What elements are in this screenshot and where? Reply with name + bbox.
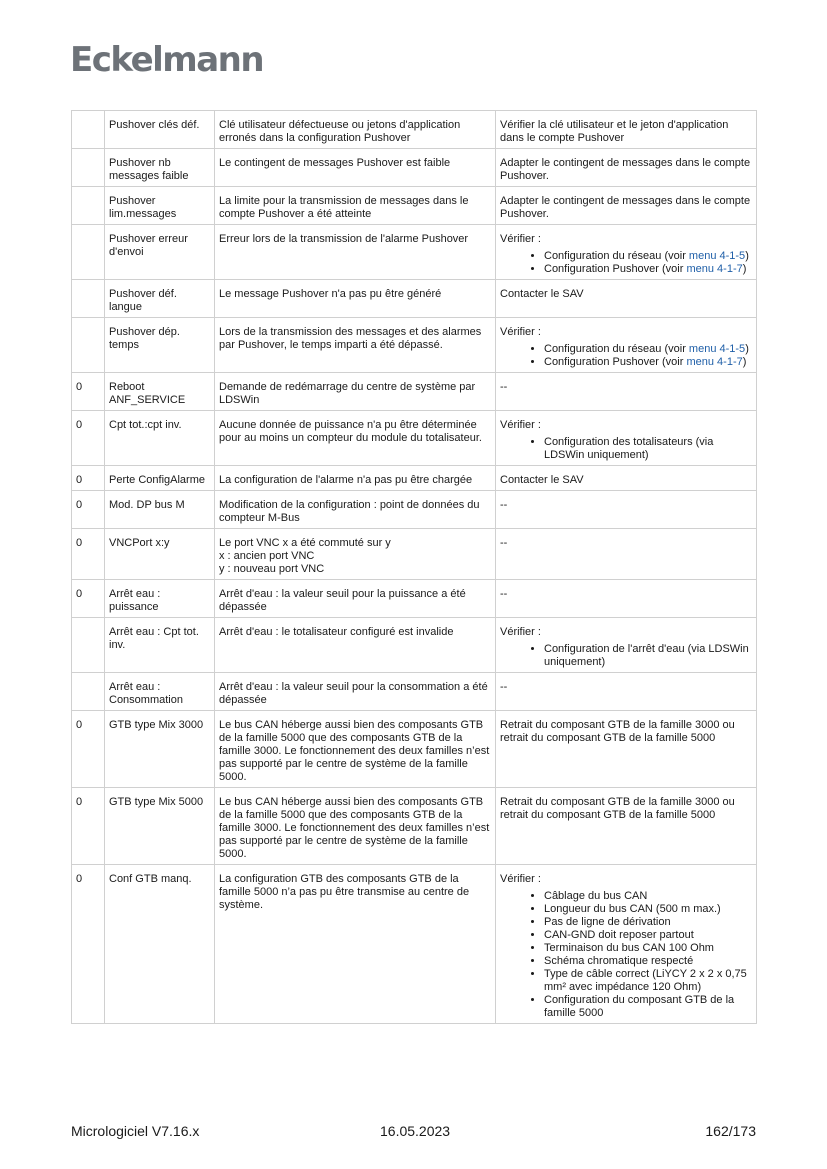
- table-row: [72, 318, 757, 373]
- action-text: --: [500, 499, 508, 511]
- list-item: [544, 356, 752, 369]
- level-cell: [72, 673, 105, 711]
- list-item-text: Pas de ligne de dérivation: [544, 916, 671, 928]
- action-cell: [496, 149, 757, 187]
- level-cell: [72, 225, 105, 280]
- action-cell: [496, 225, 757, 280]
- action-text: Retrait du composant GTB de la famille 3000 ou retrait du composant GTB de la famille 5000: [500, 719, 735, 744]
- action-cell: [496, 411, 757, 466]
- action-cell: [496, 466, 757, 491]
- level-cell: [72, 111, 105, 149]
- menu-link[interactable]: menu 4-1-7: [686, 263, 743, 275]
- list-item-suffix: ): [742, 356, 747, 368]
- action-cell: [496, 580, 757, 618]
- menu-link[interactable]: menu 4-1-5: [688, 250, 746, 262]
- list-item-text: CAN-GND doit reposer partout: [544, 929, 694, 941]
- list-item-suffix: ): [742, 263, 747, 275]
- list-item: [544, 436, 752, 462]
- message-cell: Conf GTB manq.: [105, 865, 215, 1024]
- action-list: [500, 643, 752, 669]
- cause-cell: Le message Pushover n'a pas pu être généré: [215, 280, 496, 318]
- cause-cell: Le bus CAN héberge aussi bien des composants GTB de la famille 5000 que des composants GTB de la famille 3000. Le fonctionnement des deux familles n’est pas supporté par le centre de système de la famille 5000.: [215, 788, 496, 865]
- message-cell: Pushover déf. langue: [105, 280, 215, 318]
- table-row: [72, 580, 757, 618]
- level-cell: [72, 318, 105, 373]
- table-row: [72, 187, 757, 225]
- table-row: [72, 411, 757, 466]
- footer-firmware-version: Micrologiciel V7.16.x: [71, 1123, 200, 1139]
- list-item-text: Longueur du bus CAN (500 m max.): [544, 903, 721, 915]
- list-item: [544, 916, 752, 929]
- action-list: [500, 250, 752, 276]
- action-text: Vérifier :: [500, 419, 541, 431]
- cause-cell: Clé utilisateur défectueuse ou jetons d'application erronés dans la configuration Pushover: [215, 111, 496, 149]
- message-cell: Arrêt eau : puissance: [105, 580, 215, 618]
- action-cell: [496, 673, 757, 711]
- list-item: [544, 343, 752, 356]
- message-cell: Arrêt eau : Consommation: [105, 673, 215, 711]
- table-row: [72, 280, 757, 318]
- list-item-text: Configuration du composant GTB de la famille 5000: [544, 994, 735, 1019]
- cause-cell: La limite pour la transmission de messages dans le compte Pushover a été atteinte: [215, 187, 496, 225]
- level-cell: 0: [72, 865, 105, 1024]
- action-cell: [496, 111, 757, 149]
- action-text: --: [500, 537, 508, 549]
- action-cell: [496, 280, 757, 318]
- list-item: [544, 903, 752, 916]
- list-item-text: Configuration Pushover (voir: [544, 356, 687, 368]
- level-cell: 0: [72, 491, 105, 529]
- table-row: [72, 711, 757, 788]
- action-text: Retrait du composant GTB de la famille 3000 ou retrait du composant GTB de la famille 5000: [500, 796, 735, 821]
- list-item: [544, 890, 752, 903]
- table-row: [72, 225, 757, 280]
- list-item-text: Configuration du réseau (voir: [544, 250, 689, 262]
- message-cell: Mod. DP bus M: [105, 491, 215, 529]
- message-cell: Pushover erreur d'envoi: [105, 225, 215, 280]
- action-text: Vérifier :: [500, 233, 541, 245]
- table-row: [72, 788, 757, 865]
- message-cell: GTB type Mix 3000: [105, 711, 215, 788]
- menu-link[interactable]: menu 4-1-7: [686, 356, 743, 368]
- list-item-suffix: ): [745, 343, 749, 355]
- table-row: [72, 673, 757, 711]
- list-item-text: Type de câble correct (LiYCY 2 x 2 x 0,75 mm² avec impédance 120 Ohm): [544, 968, 747, 993]
- list-item: [544, 643, 752, 669]
- level-cell: [72, 280, 105, 318]
- action-cell: [496, 618, 757, 673]
- list-item: [544, 263, 752, 276]
- action-list: [500, 343, 752, 369]
- level-cell: [72, 618, 105, 673]
- list-item: [544, 942, 752, 955]
- level-cell: [72, 149, 105, 187]
- action-cell: [496, 187, 757, 225]
- table-row: [72, 111, 757, 149]
- cause-cell: Le contingent de messages Pushover est faible: [215, 149, 496, 187]
- action-text: Contacter le SAV: [500, 288, 584, 300]
- action-cell: [496, 318, 757, 373]
- action-text: Vérifier :: [500, 326, 541, 338]
- action-list: [500, 890, 752, 1020]
- level-cell: 0: [72, 529, 105, 580]
- level-cell: 0: [72, 580, 105, 618]
- table-row: [72, 466, 757, 491]
- message-cell: VNCPort x:y: [105, 529, 215, 580]
- action-cell: [496, 373, 757, 411]
- cause-cell: Aucune donnée de puissance n'a pu être déterminée pour au moins un compteur du module du totalisateur.: [215, 411, 496, 466]
- message-cell: Arrêt eau : Cpt tot. inv.: [105, 618, 215, 673]
- list-item: [544, 955, 752, 968]
- message-cell: Pushover dép. temps: [105, 318, 215, 373]
- action-text: Vérifier la clé utilisateur et le jeton d'application dans le compte Pushover: [500, 119, 729, 144]
- level-cell: 0: [72, 411, 105, 466]
- action-text: Vérifier :: [500, 626, 541, 638]
- table-row: [72, 149, 757, 187]
- table-row: [72, 491, 757, 529]
- action-cell: [496, 491, 757, 529]
- list-item-suffix: ): [745, 250, 749, 262]
- message-cell: Pushover nb messages faible: [105, 149, 215, 187]
- list-item-text: Terminaison du bus CAN 100 Ohm: [544, 942, 714, 954]
- cause-cell: Erreur lors de la transmission de l'alarme Pushover: [215, 225, 496, 280]
- footer-page-number: 162/173: [705, 1123, 756, 1139]
- footer-date: 16.05.2023: [380, 1123, 451, 1139]
- cause-cell: La configuration GTB des composants GTB de la famille 5000 n’a pas pu être transmise au centre de système.: [215, 865, 496, 1024]
- list-item: [544, 929, 752, 942]
- level-cell: 0: [72, 788, 105, 865]
- level-cell: 0: [72, 373, 105, 411]
- action-text: --: [500, 588, 508, 600]
- action-list: [500, 436, 752, 462]
- action-text: --: [500, 381, 508, 393]
- eckelmann-logo: Eckelmann: [70, 40, 264, 80]
- list-item-text: Configuration de l'arrêt d'eau (via LDSWin uniquement): [544, 643, 749, 668]
- list-item: [544, 968, 752, 994]
- message-cell: Pushover clés déf.: [105, 111, 215, 149]
- list-item-text: Configuration Pushover (voir: [544, 263, 687, 275]
- cause-cell: La configuration de l'alarme n'a pas pu être chargée: [215, 466, 496, 491]
- cause-cell: Le port VNC x a été commuté sur y x : ancien port VNC y : nouveau port VNC: [215, 529, 496, 580]
- message-cell: Perte ConfigAlarme: [105, 466, 215, 491]
- action-cell: [496, 529, 757, 580]
- table-row: [72, 618, 757, 673]
- table-row: [72, 373, 757, 411]
- list-item-text: Câblage du bus CAN: [544, 890, 648, 902]
- action-text: --: [500, 681, 508, 693]
- action-text: Contacter le SAV: [500, 474, 584, 486]
- action-cell: [496, 788, 757, 865]
- list-item: [544, 250, 752, 263]
- message-cell: Reboot ANF_SERVICE: [105, 373, 215, 411]
- list-item-text: Schéma chromatique respecté: [544, 955, 694, 967]
- cause-cell: Arrêt d'eau : la valeur seuil pour la puissance a été dépassée: [215, 580, 496, 618]
- message-cell: Pushover lim.messages: [105, 187, 215, 225]
- level-cell: 0: [72, 711, 105, 788]
- action-cell: [496, 865, 757, 1024]
- table-row: [72, 865, 757, 1024]
- level-cell: [72, 187, 105, 225]
- cause-cell: Arrêt d'eau : le totalisateur configuré est invalide: [215, 618, 496, 673]
- error-messages-table: [71, 110, 757, 1024]
- level-cell: 0: [72, 466, 105, 491]
- table-body: [72, 111, 757, 1024]
- table-row: [72, 529, 757, 580]
- cause-cell: Modification de la configuration : point de données du compteur M-Bus: [215, 491, 496, 529]
- list-item: [544, 994, 752, 1020]
- action-text: Adapter le contingent de messages dans le compte Pushover.: [500, 157, 751, 182]
- message-cell: Cpt tot.:cpt inv.: [105, 411, 215, 466]
- cause-cell: Demande de redémarrage du centre de système par LDSWin: [215, 373, 496, 411]
- list-item-text: Configuration des totalisateurs (via LDSWin uniquement): [544, 436, 714, 461]
- cause-cell: Le bus CAN héberge aussi bien des composants GTB de la famille 5000 que des composants GTB de la famille 3000. Le fonctionnement des deux familles n’est pas supporté par le centre de système de la famille 5000.: [215, 711, 496, 788]
- action-text: Adapter le contingent de messages dans le compte Pushover.: [500, 195, 751, 220]
- list-item-text: Configuration du réseau (voir: [544, 343, 689, 355]
- cause-cell: Lors de la transmission des messages et des alarmes par Pushover, le temps imparti a été dépassé.: [215, 318, 496, 373]
- cause-cell: Arrêt d'eau : la valeur seuil pour la consommation a été dépassée: [215, 673, 496, 711]
- action-cell: [496, 711, 757, 788]
- message-cell: GTB type Mix 5000: [105, 788, 215, 865]
- menu-link[interactable]: menu 4-1-5: [688, 343, 746, 355]
- action-text: Vérifier :: [500, 873, 541, 885]
